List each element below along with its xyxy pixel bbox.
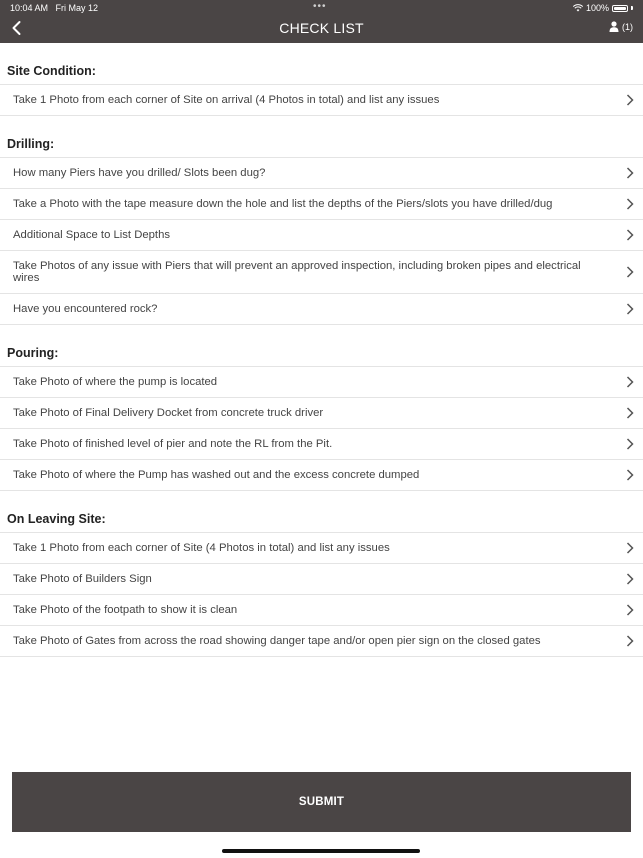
checklist-item-label: Take 1 Photo from each corner of Site (4 Photos in total) and list any issues [13, 542, 390, 554]
chevron-right-icon [626, 94, 634, 106]
page-title: CHECK LIST [279, 20, 364, 36]
profile-count: (1) [622, 21, 633, 32]
chevron-right-icon [626, 376, 634, 388]
section-header-on-leaving-site: On Leaving Site: [0, 491, 643, 533]
checklist-item-label: Additional Space to List Depths [13, 229, 170, 241]
chevron-right-icon [626, 303, 634, 315]
chevron-right-icon [626, 635, 634, 647]
checklist-item[interactable] [0, 533, 643, 564]
checklist-item-label: Take Photo of finished level of pier and note the RL from the Pit. [13, 438, 333, 450]
checklist-item[interactable] [0, 189, 643, 220]
chevron-right-icon [626, 407, 634, 419]
checklist-item[interactable] [0, 294, 643, 325]
checklist-item-label: Take Photos of any issue with Piers that will prevent an approved inspection, including broken pipes and electrical wires [13, 260, 581, 284]
chevron-right-icon [626, 573, 634, 585]
status-indicators [573, 3, 633, 13]
status-time [10, 3, 98, 13]
chevron-right-icon [626, 469, 634, 481]
checklist-item[interactable] [0, 398, 643, 429]
section-header-drilling: Drilling: [0, 116, 643, 158]
checklist-item[interactable] [0, 85, 643, 116]
user-icon [609, 21, 619, 32]
chevron-right-icon [626, 542, 634, 554]
chevron-right-icon [626, 198, 634, 210]
battery-icon [612, 5, 628, 12]
checklist-item[interactable] [0, 367, 643, 398]
checklist-item-label: Take Photo of where the Pump has washed out and the excess concrete dumped [13, 469, 420, 481]
checklist-item-label: Have you encountered rock? [13, 303, 158, 315]
checklist-item[interactable] [0, 595, 643, 626]
status-clock: 10:04 AM [10, 3, 49, 13]
checklist-item-label: Take Photo of Final Delivery Docket from concrete truck driver [13, 407, 324, 419]
checklist-item[interactable] [0, 251, 643, 294]
checklist-item-label: Take Photo of Gates from across the road showing danger tape and/or open pier sign on the closed gates [13, 635, 541, 647]
navigation-bar [0, 0, 643, 43]
checklist-item-label: Take 1 Photo from each corner of Site on arrival (4 Photos in total) and list any issues [13, 94, 440, 106]
multitasking-dots-icon[interactable]: ••• [313, 1, 327, 12]
wifi-icon [573, 4, 583, 12]
chevron-right-icon [626, 167, 634, 179]
chevron-right-icon [626, 604, 634, 616]
section-header-site-condition: Site Condition: [0, 43, 643, 85]
profile-button[interactable] [609, 21, 633, 32]
chevron-right-icon [626, 266, 634, 278]
battery-percent: 100% [585, 3, 609, 13]
submit-button[interactable]: SUBMIT [12, 772, 631, 832]
checklist-item[interactable] [0, 158, 643, 189]
checklist-item[interactable] [0, 564, 643, 595]
chevron-right-icon [626, 229, 634, 241]
section-header-pouring: Pouring: [0, 325, 643, 367]
checklist-item-label: How many Piers have you drilled/ Slots been dug? [13, 167, 266, 179]
checklist-item[interactable] [0, 220, 643, 251]
checklist-item-label: Take a Photo with the tape measure down the hole and list the depths of the Piers/slots you have drilled/dug [13, 198, 553, 210]
checklist-item-label: Take Photo of where the pump is located [13, 376, 218, 388]
checklist-item[interactable] [0, 460, 643, 491]
checklist-item[interactable] [0, 626, 643, 657]
chevron-right-icon [626, 438, 634, 450]
checklist-item[interactable] [0, 429, 643, 460]
status-date: Fri May 12 [55, 3, 99, 13]
checklist-item-label: Take Photo of the footpath to show it is clean [13, 604, 238, 616]
checklist-item-label: Take Photo of Builders Sign [13, 573, 152, 585]
checklist [0, 43, 643, 657]
home-indicator[interactable] [222, 849, 420, 853]
